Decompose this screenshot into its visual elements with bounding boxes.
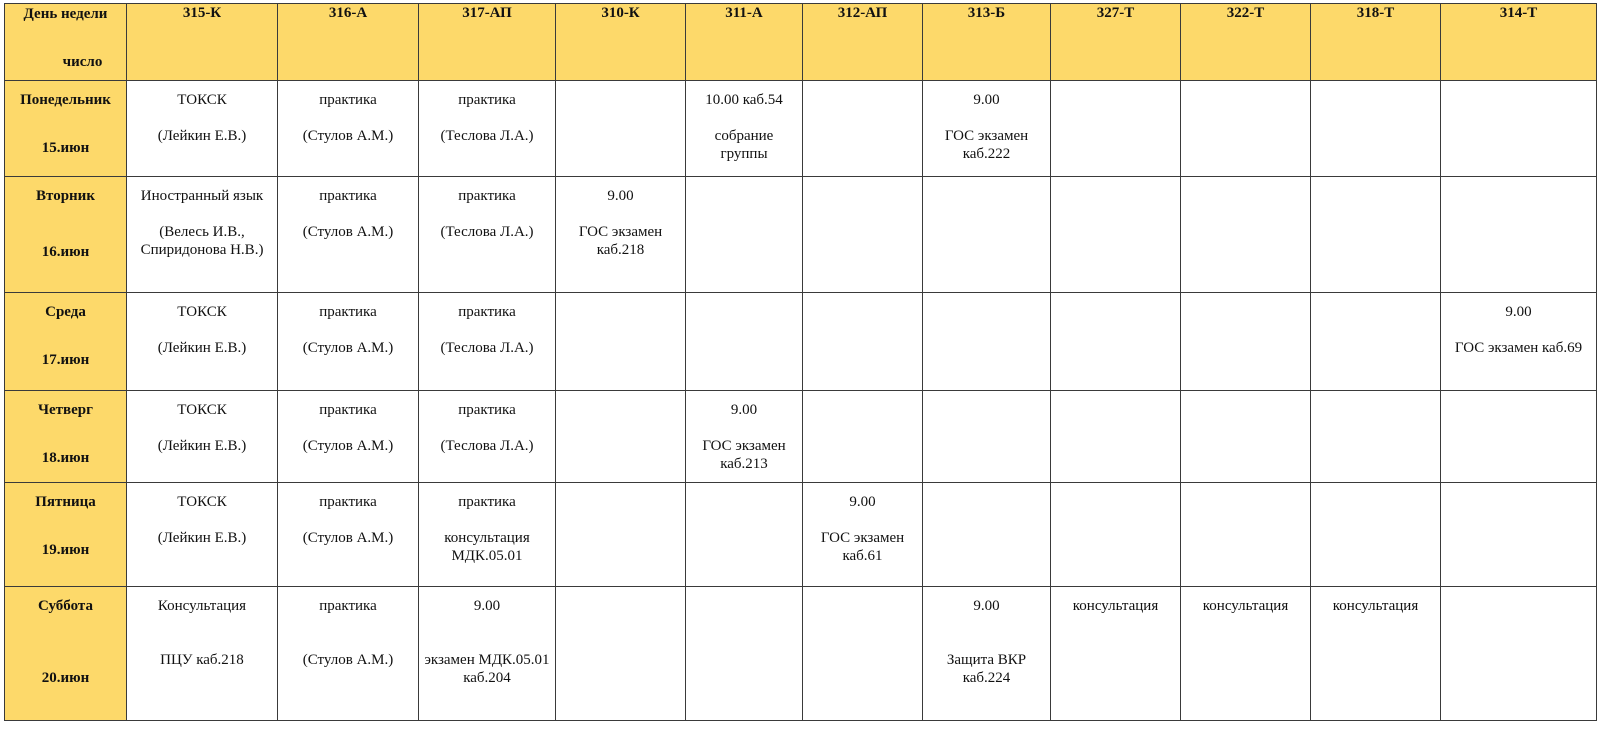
schedule-cell: [923, 587, 1051, 721]
schedule-cell: [419, 293, 556, 391]
schedule-cell: [1311, 293, 1441, 391]
cell-top-text: 9.00: [473, 598, 501, 614]
schedule-cell: [127, 483, 278, 587]
cell-bottom-text: Защита ВКР каб.224: [946, 652, 1027, 686]
cell-top-text: практика: [458, 494, 516, 510]
cell-top-text: практика: [458, 402, 516, 418]
schedule-cell: [923, 483, 1051, 587]
group-header: 310-К: [556, 4, 686, 81]
schedule-cell: [556, 587, 686, 721]
group-header: 318-Т: [1311, 4, 1441, 81]
schedule-cell: [686, 391, 803, 483]
cell-bottom-text: (Лейкин Е.В.): [157, 340, 247, 356]
cell-top-text: 9.00: [973, 598, 1000, 614]
cell-bottom-text: ГОС экзамен каб.222: [944, 128, 1029, 162]
schedule-cell: [803, 483, 923, 587]
cell-bottom-text: (Стулов А.М.): [302, 438, 394, 454]
cell-top-text: Иностранный язык: [140, 188, 264, 204]
header-corner: [5, 4, 127, 81]
cell-top-text: 9.00: [973, 92, 1000, 108]
day-date: 18.июн: [41, 450, 90, 466]
schedule-cell: [1311, 177, 1441, 293]
schedule-cell: [127, 177, 278, 293]
day-date: 19.июн: [41, 542, 90, 558]
cell-top-text: консультация: [1202, 598, 1289, 614]
schedule-cell: [923, 177, 1051, 293]
cell-top-text: практика: [458, 304, 516, 320]
schedule-cell: [803, 587, 923, 721]
day-name: Пятница: [35, 494, 96, 510]
day-cell: [5, 177, 127, 293]
cell-bottom-text: ГОС экзамен каб.61: [820, 530, 905, 564]
schedule-cell: [1051, 483, 1181, 587]
day-cell: [5, 391, 127, 483]
schedule-table: [4, 3, 1597, 721]
schedule-cell: [278, 81, 419, 177]
cell-bottom-text: (Лейкин Е.В.): [157, 438, 247, 454]
schedule-cell: [1051, 177, 1181, 293]
cell-bottom-text: ГОС экзамен каб.213: [702, 438, 786, 472]
schedule-cell: [923, 81, 1051, 177]
schedule-cell: [803, 391, 923, 483]
schedule-cell: [278, 391, 419, 483]
schedule-cell: [556, 293, 686, 391]
cell-top-text: практика: [458, 92, 516, 108]
cell-top-text: 9.00: [849, 494, 876, 510]
cell-bottom-text: (Теслова Л.А.): [440, 224, 534, 240]
schedule-cell: [1311, 391, 1441, 483]
cell-top-text: практика: [319, 304, 377, 320]
schedule-cell: [686, 293, 803, 391]
header-corner-line1: День недели: [23, 6, 108, 22]
schedule-cell: [127, 391, 278, 483]
schedule-cell: [419, 483, 556, 587]
cell-top-text: ТОКСК: [177, 494, 227, 510]
day-cell: [5, 587, 127, 721]
schedule-cell: [1181, 483, 1311, 587]
table-row: [5, 177, 1597, 293]
table-row: [5, 483, 1597, 587]
day-cell: [5, 483, 127, 587]
cell-bottom-text: (Стулов А.М.): [302, 128, 394, 144]
cell-top-text: практика: [319, 598, 377, 614]
schedule-cell: [1441, 391, 1597, 483]
schedule-cell: [1051, 293, 1181, 391]
schedule-cell: [419, 177, 556, 293]
cell-bottom-text: (Стулов А.М.): [302, 340, 394, 356]
cell-top-text: Консультация: [157, 598, 247, 614]
group-header: 327-Т: [1051, 4, 1181, 81]
cell-bottom-text: (Теслова Л.А.): [440, 340, 534, 356]
cell-bottom-text: (Лейкин Е.В.): [157, 128, 247, 144]
schedule-cell: [1441, 81, 1597, 177]
cell-top-text: практика: [319, 494, 377, 510]
group-header: 314-Т: [1441, 4, 1597, 81]
cell-top-text: 10.00 каб.54: [705, 92, 783, 108]
cell-bottom-text: (Стулов А.М.): [302, 224, 394, 240]
schedule-cell: [1181, 391, 1311, 483]
header-row: [5, 4, 1597, 81]
schedule-cell: [1051, 391, 1181, 483]
schedule-cell: [1181, 81, 1311, 177]
cell-top-text: консультация: [1332, 598, 1419, 614]
cell-bottom-text: ГОС экзамен каб.218: [578, 224, 663, 258]
table-row: [5, 81, 1597, 177]
group-header: 312-АП: [803, 4, 923, 81]
schedule-cell: [556, 177, 686, 293]
schedule-cell: [686, 483, 803, 587]
cell-top-text: 9.00: [1505, 304, 1532, 320]
schedule-cell: [1181, 587, 1311, 721]
schedule-cell: [1181, 293, 1311, 391]
schedule-cell: [278, 177, 419, 293]
cell-bottom-text: ПЦУ каб.218: [160, 652, 244, 668]
day-date: 15.июн: [41, 140, 90, 156]
day-date: 16.июн: [41, 244, 90, 260]
day-date: 20.июн: [41, 670, 90, 686]
schedule-cell: [686, 177, 803, 293]
schedule-cell: [1181, 177, 1311, 293]
cell-top-text: практика: [319, 188, 377, 204]
cell-top-text: консультация: [1072, 598, 1159, 614]
day-date: 17.июн: [41, 352, 90, 368]
schedule-cell: [923, 391, 1051, 483]
schedule-cell: [419, 587, 556, 721]
schedule-cell: [803, 81, 923, 177]
schedule-cell: [1051, 587, 1181, 721]
schedule-cell: [419, 391, 556, 483]
cell-top-text: ТОКСК: [177, 402, 227, 418]
cell-top-text: ТОКСК: [177, 304, 227, 320]
cell-top-text: 9.00: [730, 402, 758, 418]
day-cell: [5, 293, 127, 391]
cell-bottom-text: ГОС экзамен каб.69: [1454, 340, 1583, 356]
cell-bottom-text: консультация МДК.05.01: [444, 530, 530, 564]
cell-top-text: ТОКСК: [177, 92, 227, 108]
schedule-cell: [1441, 587, 1597, 721]
schedule-cell: [1441, 293, 1597, 391]
group-header: 315-К: [127, 4, 278, 81]
cell-top-text: практика: [319, 92, 377, 108]
schedule-cell: [1311, 587, 1441, 721]
schedule-cell: [127, 587, 278, 721]
cell-bottom-text: (Теслова Л.А.): [440, 438, 534, 454]
table-row: [5, 293, 1597, 391]
header-corner-line2: число: [62, 54, 103, 70]
cell-bottom-text: (Стулов А.М.): [302, 530, 394, 546]
cell-bottom-text: экзамен МДК.05.01 каб.204: [424, 652, 550, 686]
schedule-cell: [278, 483, 419, 587]
day-name: Четверг: [38, 402, 93, 418]
schedule-cell: [923, 293, 1051, 391]
schedule-cell: [1441, 483, 1597, 587]
schedule-cell: [686, 81, 803, 177]
schedule-cell: [556, 483, 686, 587]
cell-bottom-text: (Велесь И.В., Спиридонова Н.В.): [140, 224, 264, 258]
schedule-cell: [278, 587, 419, 721]
schedule-cell: [686, 587, 803, 721]
schedule-cell: [278, 293, 419, 391]
schedule-cell: [556, 81, 686, 177]
cell-top-text: практика: [458, 188, 516, 204]
day-cell: [5, 81, 127, 177]
schedule-cell: [1311, 81, 1441, 177]
schedule-cell: [1441, 177, 1597, 293]
cell-top-text: практика: [319, 402, 377, 418]
group-header: 322-Т: [1181, 4, 1311, 81]
schedule-cell: [556, 391, 686, 483]
group-header: 316-А: [278, 4, 419, 81]
cell-bottom-text: (Лейкин Е.В.): [157, 530, 247, 546]
schedule-cell: [127, 81, 278, 177]
table-row: [5, 587, 1597, 721]
day-name: Суббота: [38, 598, 93, 614]
schedule-cell: [127, 293, 278, 391]
group-header: 317-АП: [419, 4, 556, 81]
cell-bottom-text: собрание группы: [714, 128, 774, 162]
cell-bottom-text: (Теслова Л.А.): [440, 128, 534, 144]
schedule-cell: [419, 81, 556, 177]
day-name: Среда: [45, 304, 86, 320]
day-name: Понедельник: [20, 92, 111, 108]
day-name: Вторник: [36, 188, 95, 204]
table-row: [5, 391, 1597, 483]
cell-top-text: 9.00: [607, 188, 634, 204]
group-header: 313-Б: [923, 4, 1051, 81]
schedule-cell: [803, 293, 923, 391]
cell-bottom-text: (Стулов А.М.): [302, 652, 394, 668]
schedule-cell: [1311, 483, 1441, 587]
schedule-cell: [1051, 81, 1181, 177]
schedule-cell: [803, 177, 923, 293]
group-header: 311-А: [686, 4, 803, 81]
